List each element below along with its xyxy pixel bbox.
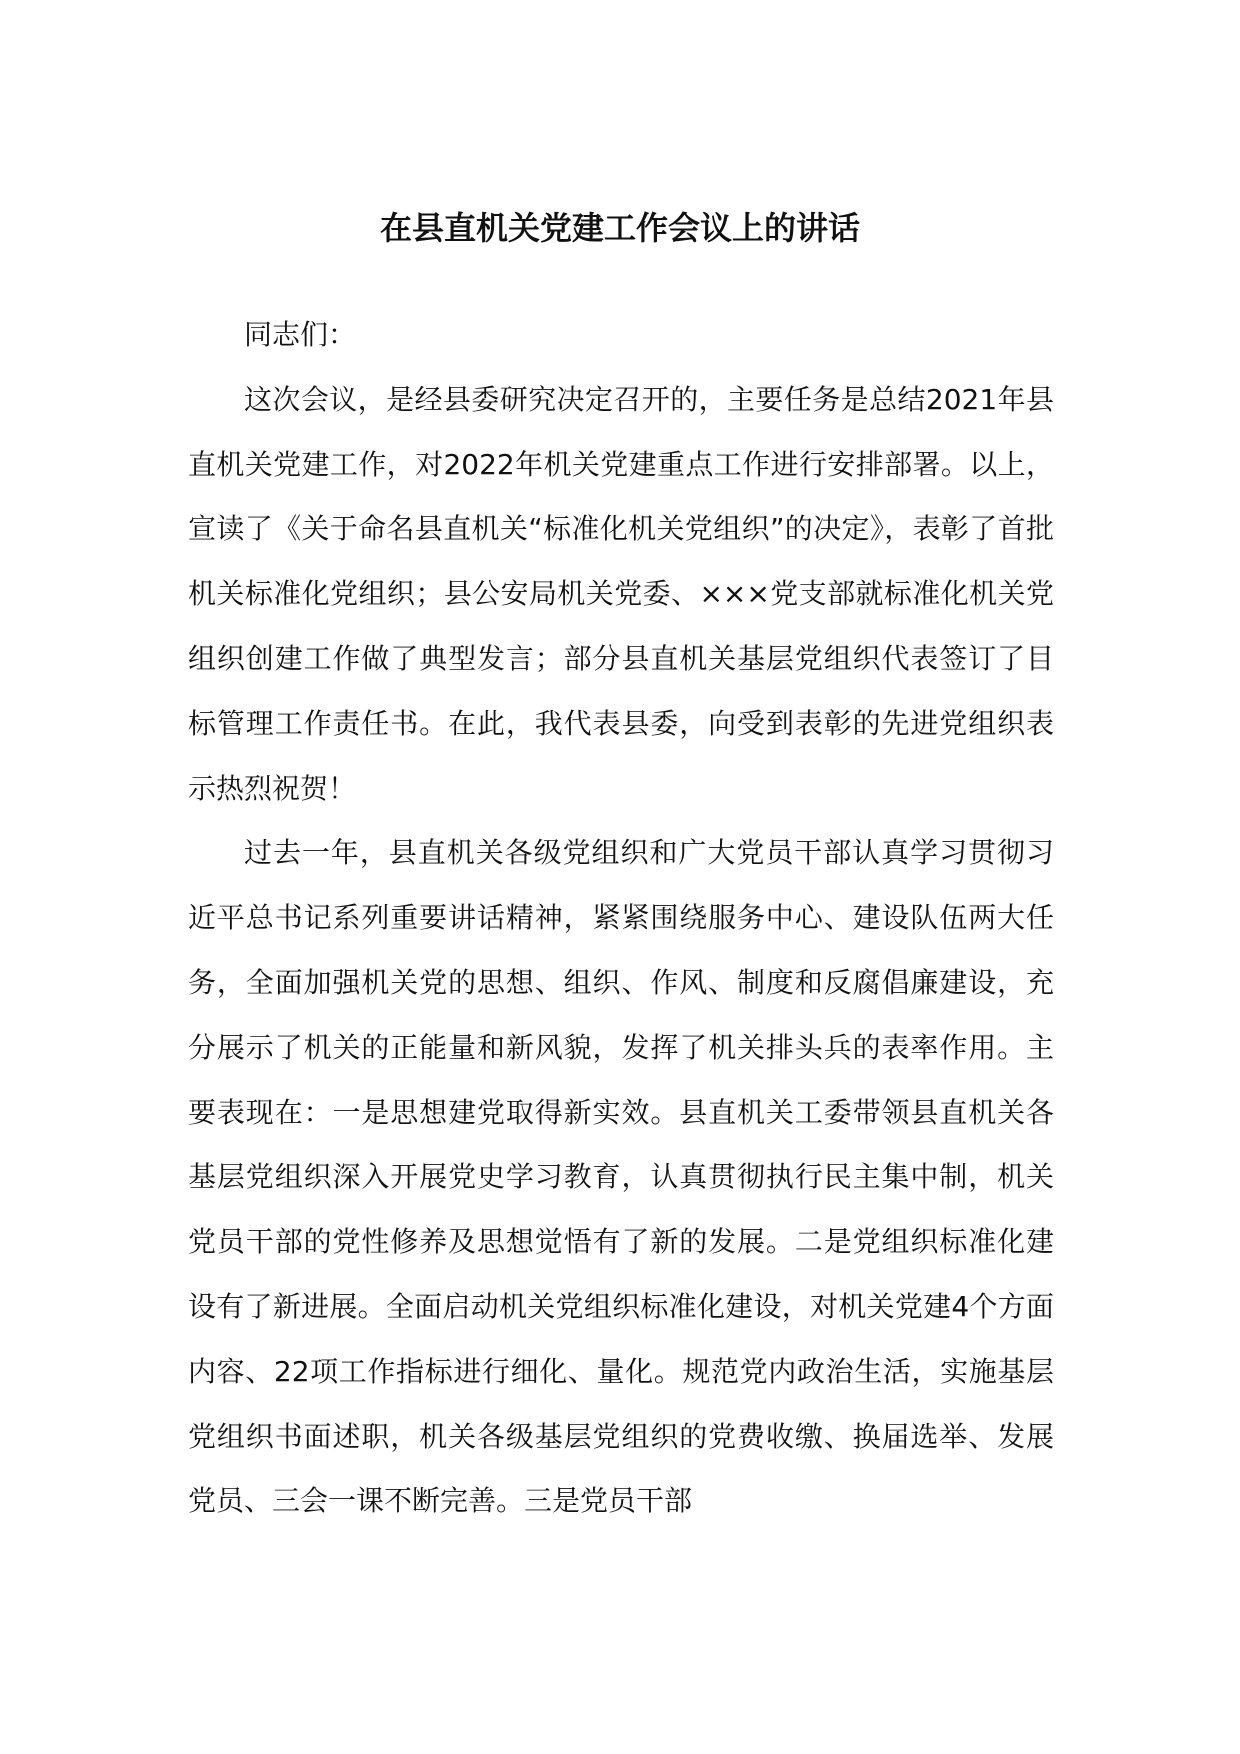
document-body xyxy=(188,303,1054,1534)
document-title: 在县直机关党建工作会议上的讲话 xyxy=(379,209,860,247)
body-paragraph: 过去一年，县直机关各级党组织和广大党员干部认真学习贯彻习近平总书记系列重要讲话精神，紧紧围绕服务中心、建设队伍两大任务，全面加强机关党的思想、组织、作风、制度和反腐倡廉建设，充分展示了机关的正能量和新风貌，发挥了机关排头兵的表率作用。主要表现在：一是思想建党取得新实效。县直机关工委带领县直机关各基层党组织深入开展党史学习教育，认真贯彻执行民主集中制，机关党员干部的党性修养及思想觉悟有了新的发展。二是党组织标准化建设有了新进展。全面启动机关党组织标准化建设，对机关党建4个方面内容、22项工作指标进行细化、量化。规范党内政治生活，实施基层党组织书面述职，机关各级基层党组织的党费收缴、换届选举、发展党员、三会一课不断完善。三是党员干部 xyxy=(188,836,1054,1518)
salutation-paragraph: 同志们： xyxy=(244,318,357,351)
body-paragraph: 这次会议，是经县委研究决定召开的，主要任务是总结2021年县直机关党建工作，对2022年机关党建重点工作进行安排部署。以上，宣读了《关于命名县直机关“标准化机关党组织”的决定》，表彰了首批机关标准化党组织；县公安局机关党委、×××党支部就标准化机关党组织创建工作做了典型发言；部分县直机关基层党组织代表签订了目标管理工作责任书。在此，我代表县委，向受到表彰的先进党组织表示热烈祝贺！ xyxy=(188,382,1054,805)
